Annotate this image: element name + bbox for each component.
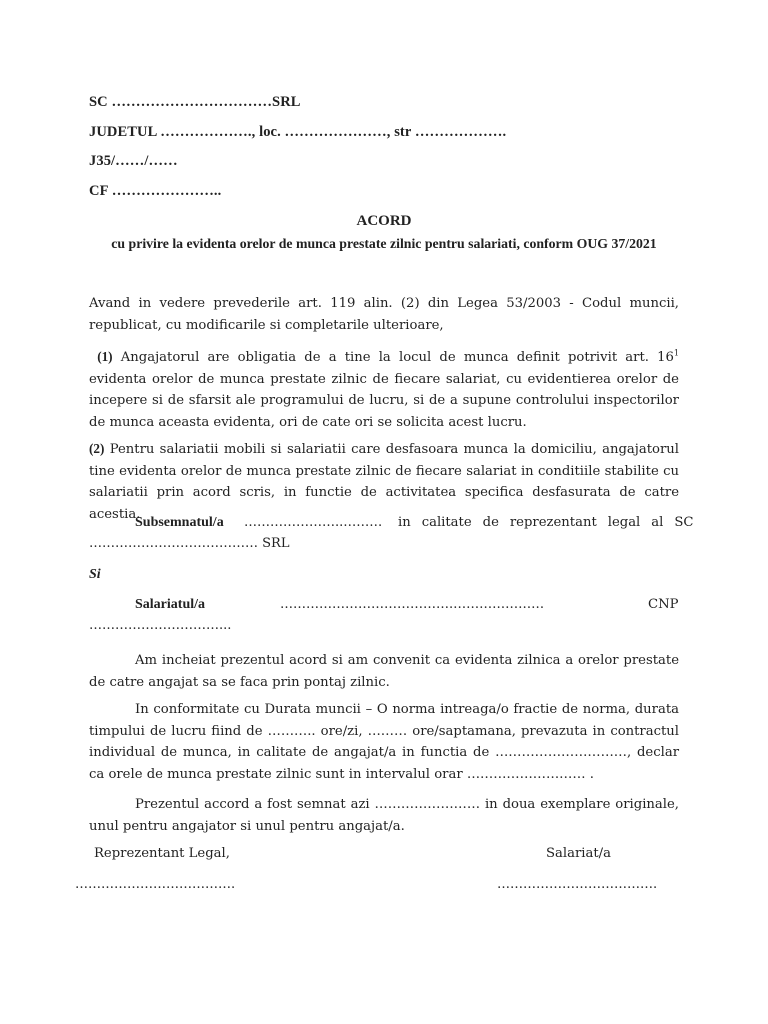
clause-1-number: (1)	[97, 349, 113, 364]
employee-signature-line: ……………………………….	[497, 877, 658, 892]
clause-1-superscript: 1	[673, 348, 679, 358]
company-name-line: SC ……………………………SRL	[89, 94, 301, 110]
clause-2-number: (2)	[89, 441, 105, 456]
clause-1-text-before: Angajatorul are obligatia de a tine la locul de munca definit potrivit art. 16	[120, 350, 674, 365]
county-address-line: JUDETUL ………………., loc. …………………, str ……………….	[89, 124, 507, 140]
signing-paragraph: Prezentul accord a fost semnat azi …………………… in doua exemplare originale, unul pentru angajator si unul pentru angajat/a.	[89, 797, 679, 834]
clause-1-text-after: evidenta orelor de munca prestate zilnic de fiecare salariat, cu evidentierea orelor de incepere si de sfarsit ale programului de lucru, si de a supune controlului inspectorilor de munca aceasta evidenta, ori de cate ori se solicita acest lucru.	[89, 371, 679, 430]
clause-2-text: Pentru salariatii mobili si salariatii care desfasoara munca la domiciliu, angajatorul tine evidenta orelor de munca prestate zilnic de fiecare salariat in conditiile stabilite cu salariatii prin acord scris, in functie de activitatea specifica desfasurata de catre acestia.	[89, 442, 679, 522]
legal-representative-signature-line: ……………………………….	[75, 877, 236, 892]
document-subtitle: cu privire la evidenta orelor de munca prestate zilnic pentru salariati, conform OUG 37/2021	[111, 236, 657, 251]
clause-1-paragraph	[89, 346, 679, 433]
conformity-paragraph: In conformitate cu Durata muncii – O norma intreaga/o fractie de norma, durata timpului de lucru fiind de ……….. ore/zi, ……… ore/saptamana, prevazuta in contractul individual de munca, in calitate de angajat/a in functia de …………………………, declar ca orele de munca prestate zilnic sunt in intervalul orar ……………………… .	[89, 702, 679, 782]
signatory-company-line: ………………………………… SRL	[89, 536, 290, 551]
cnp-label: CNP	[648, 597, 679, 612]
document-title: ACORD	[356, 213, 412, 229]
employee-name-blank: ………………………………….…………………	[280, 597, 545, 612]
agreement-paragraph: Am incheiat prezentul acord si am convenit ca evidenta zilnica a orelor prestate de catre angajat sa se faca prin pontaj zilnic.	[89, 653, 679, 690]
intro-paragraph: Avand in vedere prevederile art. 119 alin. (2) din Legea 53/2003 - Codul muncii, republicat, cu modificarile si completarile ulterioare,	[89, 296, 679, 333]
employee-label: Salariatul/a	[135, 597, 206, 612]
signatory-label: Subsemnatul/a	[135, 515, 224, 530]
fiscal-code-line: CF …………………..	[89, 183, 222, 199]
clause-2-paragraph	[89, 438, 679, 525]
employee-signature-label: Salariat/a	[546, 846, 611, 861]
registry-number-line: J35/……/……	[89, 153, 178, 169]
legal-representative-label: Reprezentant Legal,	[94, 846, 230, 861]
signatory-role-text: in calitate de reprezentant legal al SC	[398, 515, 694, 530]
signatory-name-blank: …………………..………	[244, 515, 383, 530]
and-conjunction: Si	[89, 567, 101, 582]
cnp-blank: …………………………...	[89, 618, 232, 633]
